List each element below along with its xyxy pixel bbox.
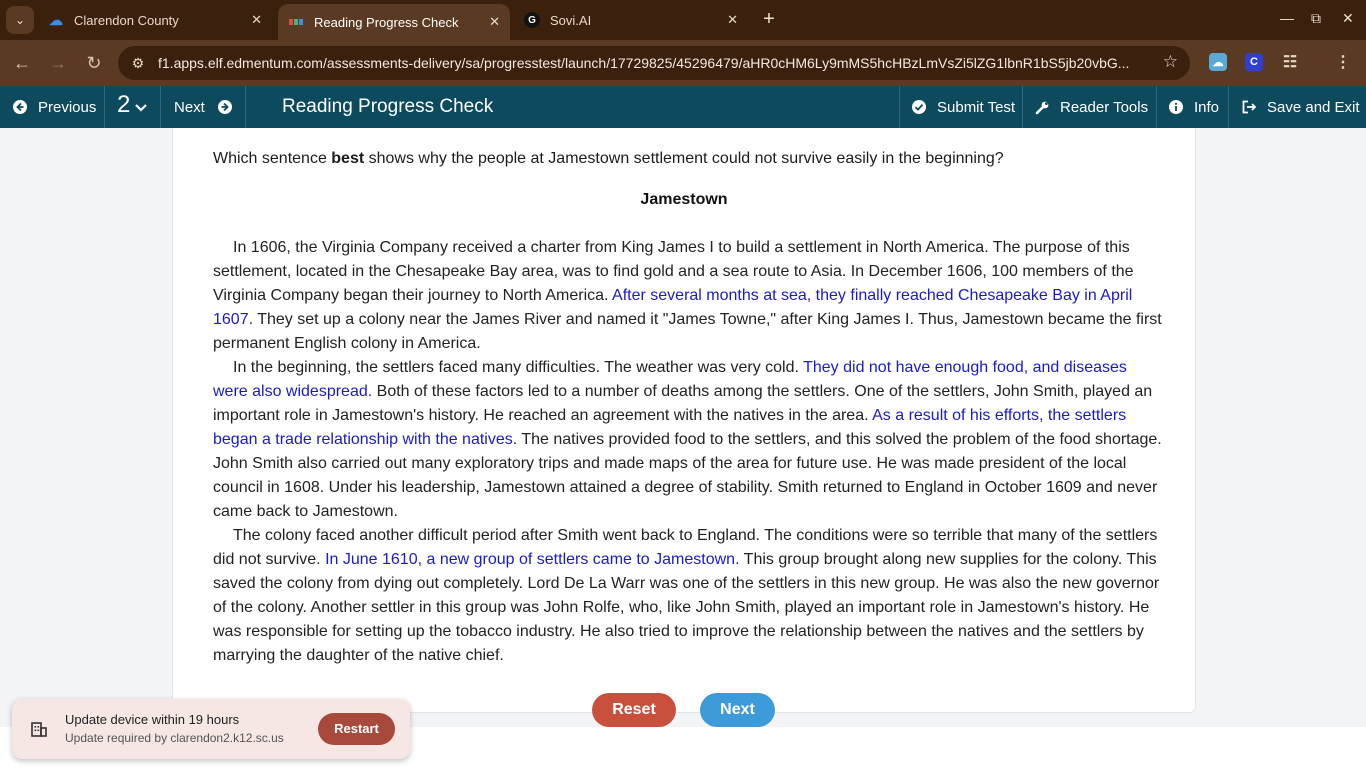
tab-title: Sovi.AI xyxy=(550,12,592,28)
passage-text: In 1606, the Virginia Company received a charter from King James I to build a settlement in North America. The purpose of this settlement, located in the Chesapeake Bay area, was to find gold and a sea route to Asia. In December 1606, 100 members of the Virginia Company began their journey to North America. xyxy=(213,239,1134,304)
close-tab-icon[interactable]: ✕ xyxy=(727,12,738,27)
exit-icon xyxy=(1241,99,1257,115)
passage-text: The natives provided food to the settlers, and this solved the problem of the food shortage. John Smith also carried out many exploratory trips and made maps of the area for future use. He was made president of the local council in 1608. Under his leadership, Jamestown attained a degree of stability. Smith returned to England in October 1609 and never came back to Jamestown. xyxy=(213,431,1162,520)
reset-button[interactable]: Reset xyxy=(592,693,676,727)
question-text: Which sentence xyxy=(213,150,332,167)
check-circle-icon xyxy=(911,99,927,115)
arrow-left-circle-icon xyxy=(12,99,28,115)
building-icon xyxy=(29,719,49,739)
reader-tools-button[interactable] xyxy=(1034,86,1148,128)
new-tab-icon[interactable]: + xyxy=(763,7,775,30)
info-button[interactable] xyxy=(1168,86,1219,128)
notification-title: Update device within 19 hours xyxy=(65,712,240,727)
bookmark-star-icon[interactable]: ☆ xyxy=(1162,52,1178,71)
forward-icon[interactable]: → xyxy=(49,52,67,73)
divider xyxy=(104,86,105,128)
next-label: Next xyxy=(174,98,205,116)
selectable-sentence[interactable]: As a result of his efforts, the settlers began a trade relationship with the natives. xyxy=(213,407,1127,448)
divider xyxy=(1228,86,1229,128)
previous-label: Previous xyxy=(38,98,97,116)
question-emphasis: best xyxy=(331,150,365,167)
notification-subtitle: Update required by clarendon2.k12.sc.us xyxy=(65,731,284,745)
selectable-sentence[interactable]: In June 1610, a new group of settlers came to Jamestown. xyxy=(325,551,740,568)
c-extension-icon[interactable]: C xyxy=(1245,53,1263,71)
passage-paragraph xyxy=(213,356,1163,524)
reload-icon[interactable]: ↻ xyxy=(86,52,102,73)
save-and-exit-label: Save and Exit xyxy=(1267,98,1360,116)
site-settings-icon[interactable]: ⚙ xyxy=(131,54,145,71)
minimize-icon[interactable]: — xyxy=(1280,10,1294,26)
question-number[interactable]: 2 xyxy=(117,91,131,118)
url-text[interactable]: f1.apps.elf.edmentum.com/assessments-delivery/sa/progresstest/launch/17729825/45296479/aHR0cHM6Ly9mMS5hcHBzLmVsZi5lZG1lbnR1bS5jb20vbG... xyxy=(158,55,1130,71)
restore-icon[interactable]: ⧉ xyxy=(1311,10,1321,26)
back-icon[interactable]: ← xyxy=(13,52,31,73)
chevron-down-icon[interactable] xyxy=(134,102,148,116)
close-tab-icon[interactable]: ✕ xyxy=(489,14,500,29)
submit-test-button[interactable] xyxy=(911,86,1015,128)
passage-text: In the beginning, the settlers faced many difficulties. The weather was very cold. xyxy=(233,359,804,376)
arrow-right-circle-icon xyxy=(217,99,233,115)
tab-sovi-ai[interactable] xyxy=(516,6,748,34)
update-notification xyxy=(12,699,410,759)
passage-text: The colony faced another difficult period after Smith went back to England. The conditions were so terrible that many of the settlers did not survive. xyxy=(213,527,1158,568)
content-area xyxy=(0,128,1366,768)
passage-paragraph xyxy=(213,236,1163,356)
passage-paragraph xyxy=(213,524,1163,668)
divider xyxy=(1022,86,1023,128)
previous-button[interactable] xyxy=(12,86,96,128)
tab-reading-progress-check[interactable] xyxy=(278,4,510,40)
page-title: Reading Progress Check xyxy=(282,96,494,117)
sovi-icon: G xyxy=(524,12,540,28)
info-label: Info xyxy=(1194,98,1220,116)
close-window-icon[interactable]: ✕ xyxy=(1342,10,1354,26)
passage-text: This group brought along new supplies for the colony. This saved the colony from dying out completely. Lord De La Warr was one of the settlers in this new group. He was also the new governor of the colony. Another settler in this group was John Rolfe, who, like John Smith, played an important role in Jamestown's history. He was responsible for setting up the tobacco industry. He also tried to improve the relationship between the natives and the settlers by marrying the daughter of the native chief. xyxy=(213,551,1160,664)
tab-search-button[interactable]: ⌄ xyxy=(6,6,34,34)
divider xyxy=(160,86,161,128)
question-card xyxy=(172,128,1196,713)
tab-title: Clarendon County xyxy=(74,12,179,28)
save-and-exit-button[interactable] xyxy=(1241,86,1360,128)
divider xyxy=(1156,86,1157,128)
edmentum-icon xyxy=(288,14,304,30)
passage-title: Jamestown xyxy=(640,191,728,208)
question-text: shows why the people at Jamestown settlement could not survive easily in the beginning? xyxy=(364,150,1004,167)
selectable-sentence[interactable]: They did not have enough food, and diseases were also widespread. xyxy=(213,359,1127,400)
passage xyxy=(213,236,1163,668)
address-bar[interactable] xyxy=(118,46,1190,80)
browser-tab-strip xyxy=(0,0,1366,40)
wrench-icon xyxy=(1034,99,1050,115)
next-button[interactable]: Next xyxy=(700,693,775,727)
passage-text: They set up a colony near the James River and named it "James Towne," after King James I. Thus, Jamestown became the first permanent English colony in America. xyxy=(213,311,1162,352)
submit-label: Submit Test xyxy=(937,98,1016,116)
browser-toolbar xyxy=(0,40,1366,86)
tab-clarendon-county[interactable] xyxy=(40,6,272,34)
cloud-icon: ☁ xyxy=(49,11,63,28)
extensions-puzzle-icon[interactable]: ☷ xyxy=(1282,54,1298,71)
divider xyxy=(245,86,246,128)
menu-kebab-icon[interactable]: ⋮ xyxy=(1335,54,1351,71)
passage-text: Both of these factors led to a number of deaths among the settlers. One of the settlers, John Smith, played an important role in Jamestown's history. He reached an agreement with the natives in the area. xyxy=(213,383,1153,424)
assessment-header xyxy=(0,86,1366,128)
question-prompt xyxy=(213,150,1173,168)
reader-tools-label: Reader Tools xyxy=(1060,98,1149,116)
info-circle-icon xyxy=(1168,99,1184,115)
divider xyxy=(899,86,900,128)
selectable-sentence[interactable]: After several months at sea, they finally reached Chesapeake Bay in April 1607. xyxy=(213,287,1133,328)
cloud-extension-icon[interactable]: ☁ xyxy=(1209,53,1227,71)
tab-title: Reading Progress Check xyxy=(314,14,459,30)
next-header-button[interactable] xyxy=(174,86,243,128)
close-tab-icon[interactable]: ✕ xyxy=(251,12,262,27)
restart-button[interactable]: Restart xyxy=(318,713,395,745)
